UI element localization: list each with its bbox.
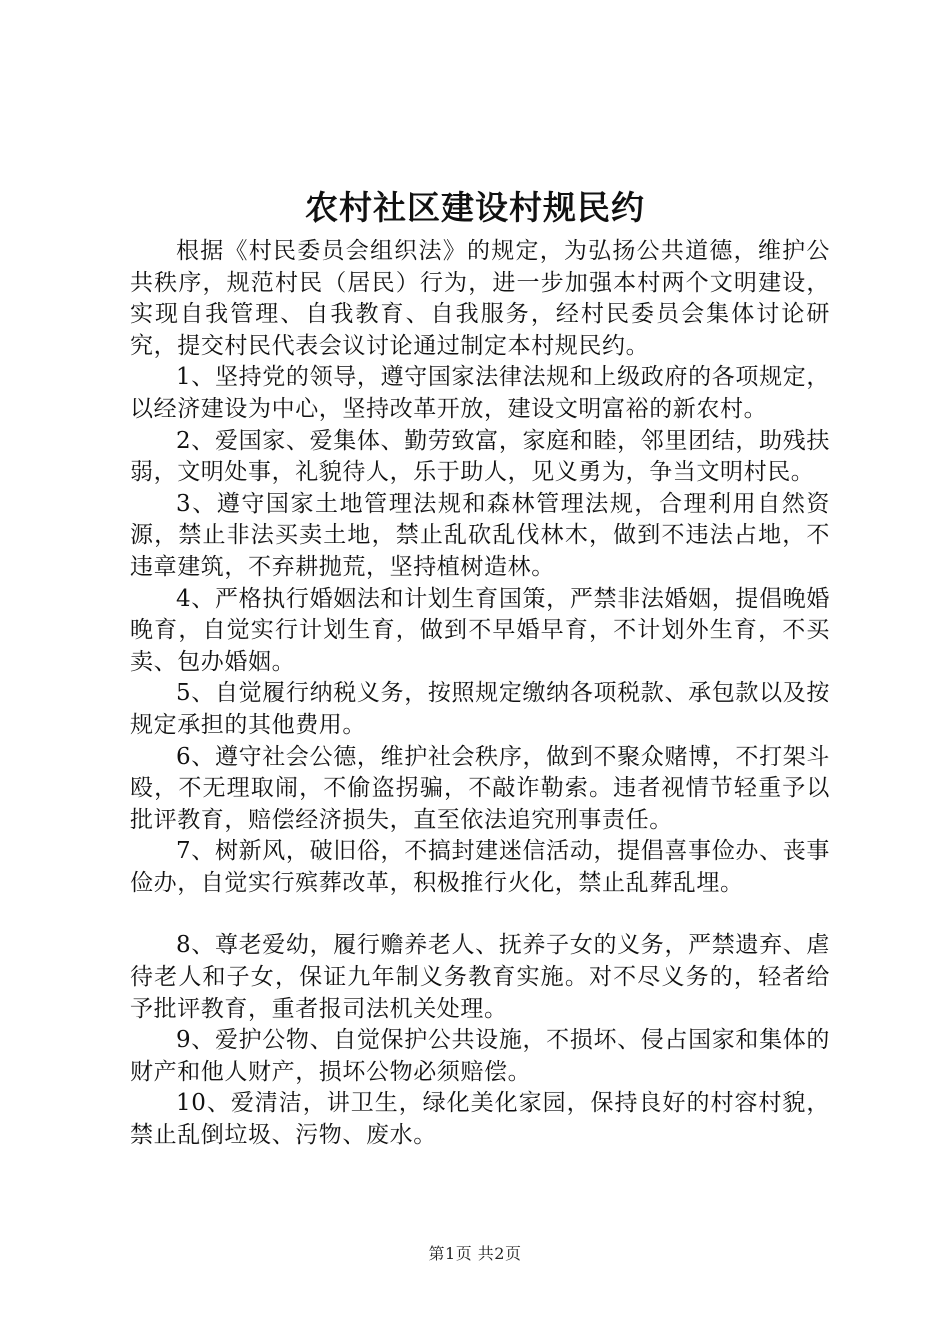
rule-paragraph-8: 8、尊老爱幼，履行赡养老人、抚养子女的义务，严禁遗弃、虐待老人和子女，保证九年制义务教育实施。对不尽义务的，轻者给予批评教育，重者报司法机关处理。 xyxy=(130,932,830,1022)
document-title: 农村社区建设村规民约 xyxy=(305,188,645,227)
rule-paragraph-6: 6、遵守社会公德，维护社会秩序，做到不聚众赌博，不打架斗殴，不无理取闹，不偷盗拐骗，不敲诈勒索。违者视情节轻重予以批评教育，赔偿经济损失，直至依法追究刑事责任。 xyxy=(130,743,830,833)
intro-paragraph: 根据《村民委员会组织法》的规定，为弘扬公共道德，维护公共秩序，规范村民（居民）行为，进一步加强本村两个文明建设，实现自我管理、自我教育、自我服务，经村民委员会集体讨论研究，提交村民代表会议讨论通过制定本村规民约。 xyxy=(130,238,830,359)
rule-paragraph-2: 2、爱国家、爱集体、勤劳致富，家庭和睦，邻里团结，助残扶弱，文明处事，礼貌待人，乐于助人，见义勇为，争当文明村民。 xyxy=(130,427,830,486)
rule-paragraph-3: 3、遵守国家土地管理法规和森林管理法规，合理利用自然资源，禁止非法买卖土地，禁止乱砍乱伐林木，做到不违法占地，不违章建筑，不弃耕抛荒，坚持植树造林。 xyxy=(130,490,830,580)
rule-paragraph-9: 9、爱护公物、自觉保护公共设施，不损坏、侵占国家和集体的财产和他人财产，损坏公物必须赔偿。 xyxy=(130,1027,830,1085)
page-footer: 第1页 共2页 xyxy=(428,1244,522,1263)
rule-paragraph-10: 10、爱清洁，讲卫生，绿化美化家园，保持良好的村容村貌，禁止乱倒垃圾、污物、废水。 xyxy=(130,1090,830,1149)
rule-paragraph-5: 5、自觉履行纳税义务，按照规定缴纳各项税款、承包款以及按规定承担的其他费用。 xyxy=(130,680,830,738)
rule-paragraph-1: 1、坚持党的领导，遵守国家法律法规和上级政府的各项规定，以经济建设为中心，坚持改革开放，建设文明富裕的新农村。 xyxy=(130,364,830,422)
rule-paragraph-4: 4、严格执行婚姻法和计划生育国策，严禁非法婚姻，提倡晚婚晚育，自觉实行计划生育，做到不早婚早育，不计划外生育，不买卖、包办婚姻。 xyxy=(130,585,830,675)
document-body xyxy=(130,236,830,1152)
rule-paragraph-7: 7、树新风，破旧俗，不搞封建迷信活动，提倡喜事俭办、丧事俭办，自觉实行殡葬改革，积极推行火化，禁止乱葬乱埋。 xyxy=(130,838,830,896)
